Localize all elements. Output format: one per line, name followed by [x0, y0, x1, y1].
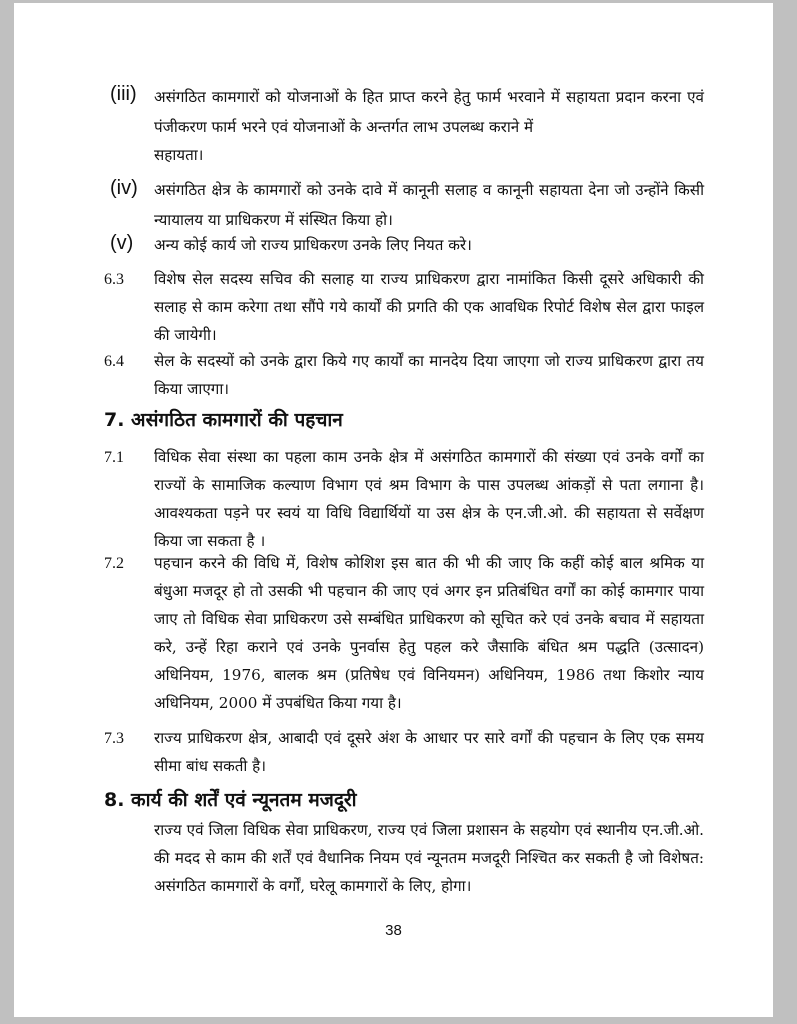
clause-text-7-2: पहचान करने की विधि में, विशेष कोशिश इस बात की भी की जाए कि कहीं कोई बाल श्रमिक या बंधुआ मजदूर हो तो उसकी भी पहचान की जाए एवं अगर इन प्रतिबंधित वर्गों का कोई कामगार पाया जाए तो विधिक सेवा प्राधिकरण उसे सम्बंधित प्राधिकरण को सूचित करे एवं उनके बचाव में सहायता करे, उन्हें रिहा कराने एवं उनके पुनर्वास हेतु पहल करे जैसाकि बंधित श्रम पद्धति (उत्सादन) अधिनियम, 1976, बालक श्रम (प्रतिषेध एवं विनियमन) अधिनियम, 1986 तथा किशोर न्याय अधिनियम, 2000 में उपबंधित किया गया है। [154, 554, 704, 712]
clause-number-7-3: 7.3 [104, 730, 124, 747]
item-text-v: अन्य कोई कार्य जो राज्य प्राधिकरण उनके लिए नियत करे। [154, 236, 472, 254]
document-page [14, 3, 773, 1017]
clause-number-7-1: 7.1 [104, 449, 124, 466]
clause-number-7-2: 7.2 [104, 555, 124, 572]
section-heading-8: 8. कार्य की शर्तें एवं न्यूनतम मजदूरी [104, 789, 357, 811]
clause-number-6-3: 6.3 [104, 271, 124, 288]
clause-number-6-4: 6.4 [104, 353, 124, 370]
item-text-iii: असंगठित कामगारों को योजनाओं के हित प्राप्त करने हेतु फार्म भरवाने में सहायता प्रदान करना एवं पंजीकरण फार्म भरने एवं योजनाओं के अन्तर्गत लाभ उपलब्ध कराने में [154, 88, 704, 136]
page-number: 38 [385, 922, 402, 939]
item-label-iv: (iv) [110, 177, 138, 199]
clause-text-7-3: राज्य प्राधिकरण क्षेत्र, आबादी एवं दूसरे अंश के आधार पर सारे वर्गों की पहचान के लिए एक समय सीमा बांध सकती है। [154, 729, 704, 775]
clause-text-7-1: विधिक सेवा संस्था का पहला काम उनके क्षेत्र में असंगठित कामगारों की संख्या एवं उनके वर्गों का राज्यों के सामाजिक कल्याण विभाग एवं श्रम विभाग के पास उपलब्ध आंकड़ों से पता लगाना है। आवश्यकता पड़ने पर स्वयं या विधि विद्यार्थियों या उस क्षेत्र के एन.जी.ओ. की सहायता से सर्वेक्षण किया जा सकता है । [154, 448, 704, 550]
clause-text-6-3: विशेष सेल सदस्य सचिव की सलाह या राज्य प्राधिकरण द्वारा नामांकित किसी दूसरे अधिकारी की सलाह से काम करेगा तथा सौंपे गये कार्यों की प्रगति की एक आवधिक रिपोर्ट विशेष सेल द्वारा फाइल की जायेगी। [154, 270, 704, 344]
item-text-iii-tail: सहायता। [154, 146, 204, 164]
clause-text-6-4: सेल के सदस्यों को उनके द्वारा किये गए कार्यों का मानदेय दिया जाएगा जो राज्य प्राधिकरण द्वारा तय किया जाएगा। [154, 352, 704, 398]
section-heading-7: 7. असंगठित कामगारों की पहचान [104, 409, 343, 431]
item-label-iii: (iii) [110, 83, 137, 105]
section-8-text: राज्य एवं जिला विधिक सेवा प्राधिकरण, राज्य एवं जिला प्रशासन के सहयोग एवं स्थानीय एन.जी.ओ. की मदद से काम की शर्तें एवं वैधानिक नियम एवं न्यूनतम मजदूरी निश्चित कर सकती है जो विशेषत: असंगठित कामगारों के वर्गों, घरेलू कामगारों के लिए, होगा। [154, 821, 704, 895]
item-text-iv: असंगठित क्षेत्र के कामगारों को उनके दावे में कानूनी सलाह व कानूनी सहायता देना जो उन्होंने किसी न्यायालय या प्राधिकरण में संस्थित किया हो। [154, 181, 704, 229]
item-label-v: (v) [110, 232, 134, 254]
